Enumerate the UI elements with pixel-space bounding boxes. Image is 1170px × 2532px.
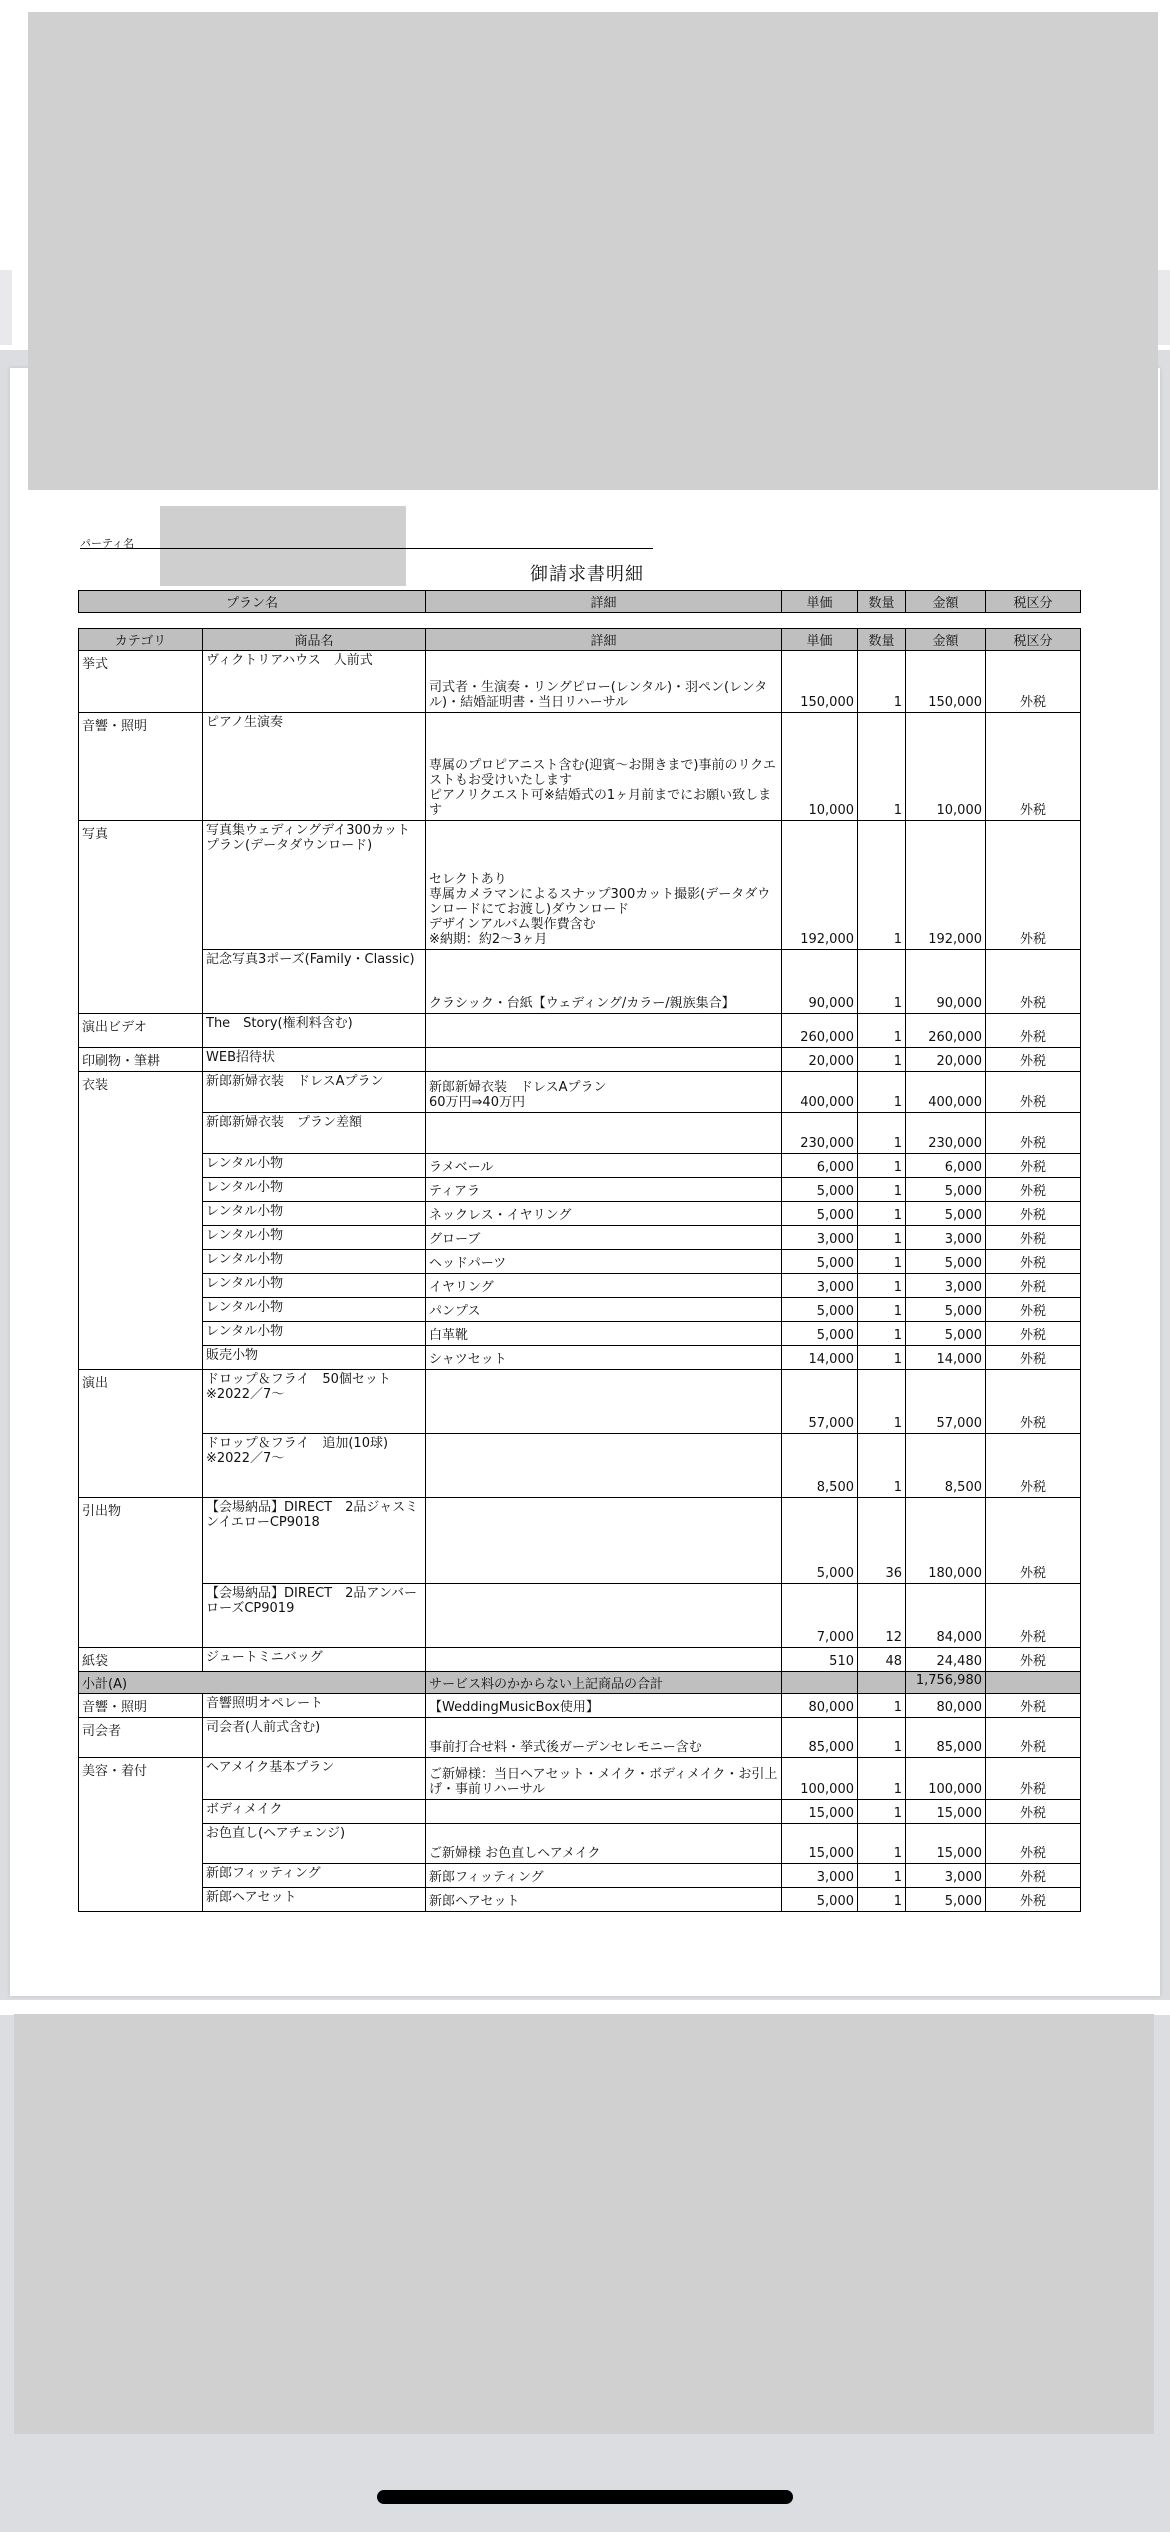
tax-cell: 外税 <box>986 713 1081 821</box>
amount-cell: 3,000 <box>906 1226 986 1250</box>
product-cell: ヘアメイク基本プラン <box>203 1758 426 1800</box>
quantity-cell: 1 <box>858 1888 906 1912</box>
quantity-cell: 1 <box>858 821 906 950</box>
table-row <box>79 950 1081 1014</box>
category-cell: 音響・照明 <box>79 1694 203 1718</box>
table-row <box>79 1498 1081 1584</box>
plan-qty-header: 数量 <box>858 591 906 613</box>
table-row <box>79 1370 1081 1434</box>
tax-cell: 外税 <box>986 651 1081 713</box>
redacted-area <box>160 506 406 586</box>
product-cell: 司会者(人前式含む) <box>203 1718 426 1758</box>
amount-cell: 15,000 <box>906 1800 986 1824</box>
product-cell: レンタル小物 <box>203 1178 426 1202</box>
amount-cell: 3,000 <box>906 1864 986 1888</box>
detail-cell <box>426 1498 782 1584</box>
category-cell: 美容・着付 <box>79 1758 203 1912</box>
product-cell: 記念写真3ポーズ(Family・Classic) <box>203 950 426 1014</box>
unit-price-cell: 90,000 <box>782 950 858 1014</box>
table-row <box>79 1346 1081 1370</box>
tax-cell: 外税 <box>986 1048 1081 1072</box>
product-cell: お色直し(ヘアチェンジ) <box>203 1824 426 1864</box>
amount-cell: 192,000 <box>906 821 986 950</box>
detail-cell: 新郎フィッティング <box>426 1864 782 1888</box>
plan-tax-header: 税区分 <box>986 591 1081 613</box>
tax-cell: 外税 <box>986 950 1081 1014</box>
detail-cell: イヤリング <box>426 1274 782 1298</box>
col-quantity: 数量 <box>858 629 906 651</box>
product-cell: レンタル小物 <box>203 1298 426 1322</box>
tax-cell: 外税 <box>986 1346 1081 1370</box>
detail-cell: 白革靴 <box>426 1322 782 1346</box>
tax-cell: 外税 <box>986 1370 1081 1434</box>
unit-price-cell: 5,000 <box>782 1298 858 1322</box>
tax-cell: 外税 <box>986 1250 1081 1274</box>
category-cell: 引出物 <box>79 1498 203 1648</box>
product-cell: 【会場納品】DIRECT 2品アンバーローズCP9019 <box>203 1584 426 1648</box>
table-row <box>79 1824 1081 1864</box>
category-cell: 写真 <box>79 821 203 1014</box>
quantity-cell: 12 <box>858 1584 906 1648</box>
table-row <box>79 1274 1081 1298</box>
product-cell: WEB招待状 <box>203 1048 426 1072</box>
table-row <box>79 651 1081 713</box>
plan-name-header: プラン名 <box>79 591 426 613</box>
tax-cell: 外税 <box>986 1202 1081 1226</box>
home-indicator[interactable] <box>377 2490 793 2504</box>
quantity-cell: 1 <box>858 1250 906 1274</box>
unit-price-cell: 100,000 <box>782 1758 858 1800</box>
plan-unit-header: 単価 <box>782 591 858 613</box>
invoice-page <box>10 368 1160 1996</box>
table-row <box>79 1226 1081 1250</box>
col-amount: 金額 <box>906 629 986 651</box>
quantity-cell: 1 <box>858 713 906 821</box>
tax-cell: 外税 <box>986 1072 1081 1113</box>
tax-cell: 外税 <box>986 1113 1081 1154</box>
amount-cell: 230,000 <box>906 1113 986 1154</box>
category-cell: 挙式 <box>79 651 203 713</box>
product-cell: レンタル小物 <box>203 1226 426 1250</box>
detail-cell: ティアラ <box>426 1178 782 1202</box>
unit-price-cell: 7,000 <box>782 1584 858 1648</box>
tax-cell: 外税 <box>986 1800 1081 1824</box>
table-row <box>79 1584 1081 1648</box>
table-row <box>79 1154 1081 1178</box>
detail-cell: セレクトあり 専属カメラマンによるスナップ300カット撮影(データダウンロードにてお渡し)ダウンロード デザインアルバム製作費含む ※納期：約2～3ヶ月 <box>426 821 782 950</box>
product-cell: ボディメイク <box>203 1800 426 1824</box>
tax-cell: 外税 <box>986 1274 1081 1298</box>
product-cell: 写真集ウェディングデイ300カットプラン(データダウンロード) <box>203 821 426 950</box>
detail-cell: ご新婦様：当日ヘアセット・メイク・ボディメイク・お引上げ・事前リハーサル <box>426 1758 782 1800</box>
detail-cell: ネックレス・イヤリング <box>426 1202 782 1226</box>
detail-cell <box>426 1648 782 1672</box>
table-row <box>79 1434 1081 1498</box>
detail-cell: 新郎ヘアセット <box>426 1888 782 1912</box>
amount-cell: 14,000 <box>906 1346 986 1370</box>
unit-price-cell: 80,000 <box>782 1694 858 1718</box>
quantity-cell: 1 <box>858 1758 906 1800</box>
subtotal-empty-tax <box>986 1672 1081 1694</box>
detail-cell: ご新婦様 お色直しヘアメイク <box>426 1824 782 1864</box>
detail-cell: 新郎新婦衣装 ドレスAプラン 60万円⇒40万円 <box>426 1072 782 1113</box>
table-row <box>79 1864 1081 1888</box>
quantity-cell: 1 <box>858 1226 906 1250</box>
quantity-cell: 48 <box>858 1648 906 1672</box>
quantity-cell: 1 <box>858 1154 906 1178</box>
detail-cell: 司式者・生演奏・リングピロー(レンタル)・羽ペン(レンタル)・結婚証明書・当日リハーサル <box>426 651 782 713</box>
table-row <box>79 1014 1081 1048</box>
amount-cell: 5,000 <box>906 1298 986 1322</box>
product-cell: ドロップ＆フライ 50個セット ※2022／7～ <box>203 1370 426 1434</box>
unit-price-cell: 192,000 <box>782 821 858 950</box>
subtotal-empty-unit <box>782 1672 858 1694</box>
col-category: カテゴリ <box>79 629 203 651</box>
amount-cell: 5,000 <box>906 1250 986 1274</box>
tax-cell: 外税 <box>986 1648 1081 1672</box>
quantity-cell: 1 <box>858 651 906 713</box>
unit-price-cell: 510 <box>782 1648 858 1672</box>
detail-cell <box>426 1434 782 1498</box>
table-row <box>79 821 1081 950</box>
tax-cell: 外税 <box>986 1178 1081 1202</box>
quantity-cell: 1 <box>858 1322 906 1346</box>
table-row <box>79 713 1081 821</box>
table-row <box>79 1758 1081 1800</box>
party-name-label: パーティ名 <box>80 537 135 550</box>
product-cell: レンタル小物 <box>203 1154 426 1178</box>
table-row <box>79 1298 1081 1322</box>
amount-cell: 5,000 <box>906 1178 986 1202</box>
detail-cell: パンプス <box>426 1298 782 1322</box>
quantity-cell: 1 <box>858 950 906 1014</box>
product-cell: 新郎新婦衣装 ドレスAプラン <box>203 1072 426 1113</box>
unit-price-cell: 230,000 <box>782 1113 858 1154</box>
subtotal-amount: 1,756,980 <box>906 1672 986 1694</box>
tax-cell: 外税 <box>986 821 1081 950</box>
unit-price-cell: 6,000 <box>782 1154 858 1178</box>
amount-cell: 10,000 <box>906 713 986 821</box>
amount-cell: 20,000 <box>906 1048 986 1072</box>
table-row <box>79 1178 1081 1202</box>
party-name-underline <box>80 548 653 549</box>
product-cell: ドロップ＆フライ 追加(10球) ※2022／7～ <box>203 1434 426 1498</box>
detail-cell <box>426 1370 782 1434</box>
unit-price-cell: 5,000 <box>782 1888 858 1912</box>
unit-price-cell: 400,000 <box>782 1072 858 1113</box>
unit-price-cell: 15,000 <box>782 1800 858 1824</box>
detail-cell <box>426 1113 782 1154</box>
amount-cell: 24,480 <box>906 1648 986 1672</box>
product-cell: ジュートミニバッグ <box>203 1648 426 1672</box>
tax-cell: 外税 <box>986 1694 1081 1718</box>
product-cell: The Story(権利料含む) <box>203 1014 426 1048</box>
tax-cell: 外税 <box>986 1298 1081 1322</box>
tax-cell: 外税 <box>986 1226 1081 1250</box>
page-edge-right <box>1158 270 1170 345</box>
unit-price-cell: 5,000 <box>782 1498 858 1584</box>
detail-cell <box>426 1800 782 1824</box>
detail-cell: グローブ <box>426 1226 782 1250</box>
tax-cell: 外税 <box>986 1584 1081 1648</box>
unit-price-cell: 260,000 <box>782 1014 858 1048</box>
bottom-background <box>0 2000 1170 2015</box>
product-cell: レンタル小物 <box>203 1322 426 1346</box>
quantity-cell: 1 <box>858 1072 906 1113</box>
unit-price-cell: 85,000 <box>782 1718 858 1758</box>
amount-cell: 84,000 <box>906 1584 986 1648</box>
product-cell: レンタル小物 <box>203 1202 426 1226</box>
tax-cell: 外税 <box>986 1718 1081 1758</box>
table-row <box>79 1648 1081 1672</box>
redacted-image-top <box>28 12 1158 490</box>
quantity-cell: 1 <box>858 1864 906 1888</box>
category-cell: 演出 <box>79 1370 203 1498</box>
table-row <box>79 1250 1081 1274</box>
product-cell: レンタル小物 <box>203 1250 426 1274</box>
unit-price-cell: 57,000 <box>782 1370 858 1434</box>
unit-price-cell: 3,000 <box>782 1274 858 1298</box>
tax-cell: 外税 <box>986 1824 1081 1864</box>
redacted-image-bottom <box>14 2014 1154 2434</box>
amount-cell: 15,000 <box>906 1824 986 1864</box>
tax-cell: 外税 <box>986 1498 1081 1584</box>
tax-cell: 外税 <box>986 1758 1081 1800</box>
category-cell: 印刷物・筆耕 <box>79 1048 203 1072</box>
col-product: 商品名 <box>203 629 426 651</box>
quantity-cell: 1 <box>858 1800 906 1824</box>
quantity-cell: 1 <box>858 1370 906 1434</box>
product-cell: 販売小物 <box>203 1346 426 1370</box>
quantity-cell: 1 <box>858 1346 906 1370</box>
table-row <box>79 1888 1081 1912</box>
tax-cell: 外税 <box>986 1154 1081 1178</box>
amount-cell: 57,000 <box>906 1370 986 1434</box>
tax-cell: 外税 <box>986 1434 1081 1498</box>
quantity-cell: 1 <box>858 1694 906 1718</box>
product-cell: 新郎ヘアセット <box>203 1888 426 1912</box>
detail-cell <box>426 1014 782 1048</box>
amount-cell: 180,000 <box>906 1498 986 1584</box>
detail-cell: ラメベール <box>426 1154 782 1178</box>
amount-cell: 80,000 <box>906 1694 986 1718</box>
quantity-cell: 1 <box>858 1274 906 1298</box>
amount-cell: 5,000 <box>906 1322 986 1346</box>
table-row <box>79 1800 1081 1824</box>
table-row <box>79 1718 1081 1758</box>
amount-cell: 5,000 <box>906 1888 986 1912</box>
quantity-cell: 1 <box>858 1434 906 1498</box>
category-cell: 司会者 <box>79 1718 203 1758</box>
amount-cell: 100,000 <box>906 1758 986 1800</box>
table-row <box>79 1048 1081 1072</box>
product-cell: ヴィクトリアハウス 人前式 <box>203 651 426 713</box>
unit-price-cell: 5,000 <box>782 1250 858 1274</box>
table-row <box>79 1072 1081 1113</box>
amount-cell: 5,000 <box>906 1202 986 1226</box>
unit-price-cell: 5,000 <box>782 1178 858 1202</box>
table-row <box>79 1202 1081 1226</box>
unit-price-cell: 3,000 <box>782 1864 858 1888</box>
quantity-cell: 1 <box>858 1014 906 1048</box>
unit-price-cell: 15,000 <box>782 1824 858 1864</box>
amount-cell: 90,000 <box>906 950 986 1014</box>
category-cell: 音響・照明 <box>79 713 203 821</box>
product-cell: 新郎フィッティング <box>203 1864 426 1888</box>
amount-cell: 3,000 <box>906 1274 986 1298</box>
col-unit-price: 単価 <box>782 629 858 651</box>
category-cell: 演出ビデオ <box>79 1014 203 1048</box>
quantity-cell: 1 <box>858 1824 906 1864</box>
tax-cell: 外税 <box>986 1888 1081 1912</box>
product-cell: 新郎新婦衣装 プラン差額 <box>203 1113 426 1154</box>
subtotal-empty-qty <box>858 1672 906 1694</box>
detail-cell: クラシック・台紙【ウェディング/カラー/親族集合】 <box>426 950 782 1014</box>
amount-cell: 150,000 <box>906 651 986 713</box>
quantity-cell: 1 <box>858 1113 906 1154</box>
quantity-cell: 1 <box>858 1178 906 1202</box>
unit-price-cell: 150,000 <box>782 651 858 713</box>
subtotal-row <box>79 1672 1081 1694</box>
tax-cell: 外税 <box>986 1322 1081 1346</box>
quantity-cell: 1 <box>858 1718 906 1758</box>
document-title: 御請求書明細 <box>530 564 644 585</box>
category-cell: 衣装 <box>79 1072 203 1370</box>
col-tax: 税区分 <box>986 629 1081 651</box>
table-row <box>79 1694 1081 1718</box>
unit-price-cell: 20,000 <box>782 1048 858 1072</box>
quantity-cell: 1 <box>858 1298 906 1322</box>
product-cell: 【会場納品】DIRECT 2品ジャスミンイエローCP9018 <box>203 1498 426 1584</box>
plan-detail-header: 詳細 <box>426 591 782 613</box>
product-cell: 音響照明オペレート <box>203 1694 426 1718</box>
detail-cell: 事前打合せ料・挙式後ガーデンセレモニー含む <box>426 1718 782 1758</box>
detail-cell: 専属のプロピアニスト含む(迎賓～お開きまで)事前のリクエストもお受けいたします ピアノリクエスト可※結婚式の1ヶ月前までにお願い致します <box>426 713 782 821</box>
category-cell: 紙袋 <box>79 1648 203 1672</box>
table-row <box>79 1322 1081 1346</box>
col-detail: 詳細 <box>426 629 782 651</box>
amount-cell: 8,500 <box>906 1434 986 1498</box>
plan-amount-header: 金額 <box>906 591 986 613</box>
amount-cell: 6,000 <box>906 1154 986 1178</box>
detail-cell: 【WeddingMusicBox使用】 <box>426 1694 782 1718</box>
detail-cell: ヘッドパーツ <box>426 1250 782 1274</box>
page-edge-left <box>0 270 12 345</box>
quantity-cell: 36 <box>858 1498 906 1584</box>
unit-price-cell: 3,000 <box>782 1226 858 1250</box>
tax-cell: 外税 <box>986 1014 1081 1048</box>
invoice-detail-table <box>78 628 1081 1912</box>
detail-cell <box>426 1584 782 1648</box>
detail-cell <box>426 1048 782 1072</box>
tax-cell: 外税 <box>986 1864 1081 1888</box>
quantity-cell: 1 <box>858 1048 906 1072</box>
amount-cell: 400,000 <box>906 1072 986 1113</box>
unit-price-cell: 5,000 <box>782 1202 858 1226</box>
product-cell: ピアノ生演奏 <box>203 713 426 821</box>
quantity-cell: 1 <box>858 1202 906 1226</box>
amount-cell: 260,000 <box>906 1014 986 1048</box>
plan-header-table <box>78 590 1081 613</box>
product-cell: レンタル小物 <box>203 1274 426 1298</box>
unit-price-cell: 10,000 <box>782 713 858 821</box>
amount-cell: 85,000 <box>906 1718 986 1758</box>
detail-cell: シャツセット <box>426 1346 782 1370</box>
table-row <box>79 1113 1081 1154</box>
unit-price-cell: 5,000 <box>782 1322 858 1346</box>
subtotal-note: サービス料のかからない上記商品の合計 <box>426 1672 782 1694</box>
subtotal-label: 小計(A) <box>79 1672 426 1694</box>
unit-price-cell: 14,000 <box>782 1346 858 1370</box>
unit-price-cell: 8,500 <box>782 1434 858 1498</box>
